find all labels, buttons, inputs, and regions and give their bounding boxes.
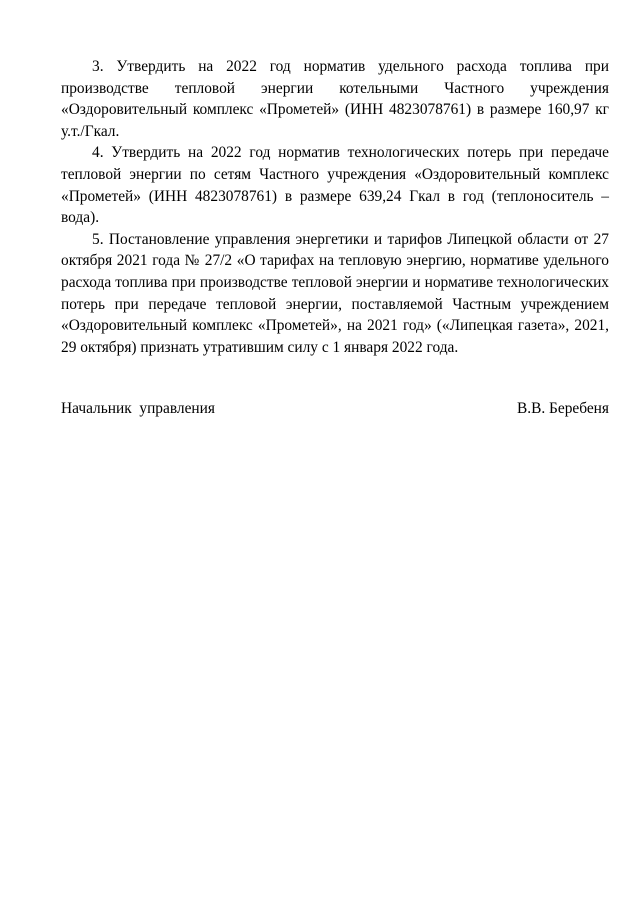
paragraph-item-3: 3. Утвердить на 2022 год норматив удельного расхода топлива при производстве тепловой энергии котельными Частного учреждения «Оздоровительный комплекс «Прометей» (ИНН 4823078761) в размере 160,97 кг у.т./Гкал. <box>61 58 609 140</box>
paragraph-item-5: 5. Постановление управления энергетики и тарифов Липецкой области от 27 октября 2021 года № 27/2 «О тарифах на тепловую энергию, нормативе удельного расхода топлива при производстве тепловой энергии и нормативе технологических потерь при передаче тепловой энергии, поставляемой Частным учреждением «Оздоровительный комплекс «Прометей», на 2021 год» («Липецкая газета», 2021, 29 октября) признать утратившим силу с 1 января 2022 года. <box>61 230 609 356</box>
signatory-name: В.В. Беребеня <box>516 400 609 417</box>
signature-block <box>61 398 609 420</box>
signatory-position: Начальник управления <box>61 400 215 417</box>
document-body <box>61 56 609 358</box>
paragraph-item-4: 4. Утвердить на 2022 год норматив технологических потерь при передаче тепловой энергии по сетям Частного учреждения «Оздоровительный комплекс «Прометей» (ИНН 4823078761) в размере 639,24 Гкал в год (теплоноситель – вода). <box>61 144 609 227</box>
